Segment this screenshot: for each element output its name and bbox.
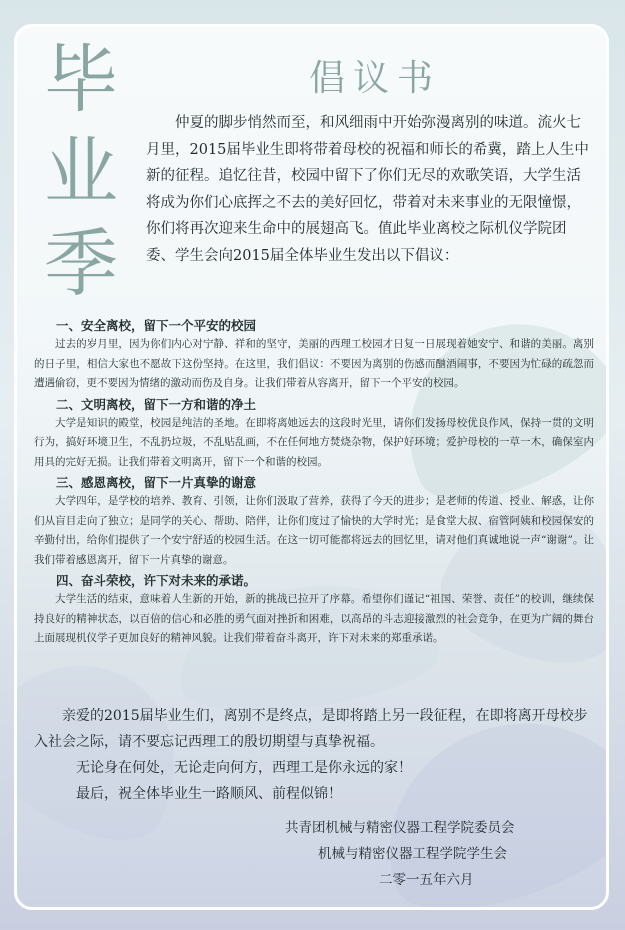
section-civility xyxy=(34,395,594,473)
document-title: 倡议书 xyxy=(308,58,441,99)
closing-remarks xyxy=(34,703,594,807)
closing-line: 最后，祝全体毕业生一路顺风、前程似锦！ xyxy=(76,786,342,802)
section-safety xyxy=(34,316,594,394)
section-gratitude xyxy=(34,473,594,570)
section-body: 大学生活的结束，意味着人生新的开始，新的挑战已拉开了序幕。希望你们谨记“祖国、荣誉、责任”的校训，继续保持良好的精神状态，以百倍的信心和必胜的勇气面对挫折和困难，以高昂的斗志迎接激烈的社会竞争，在更为广阔的舞台上面展现机仪学子更加良好的精神风貌。让我们带着奋斗离开，许下对未来的郑重承诺。 xyxy=(34,593,594,644)
vertical-title-char: 季 xyxy=(44,221,118,307)
vertical-title xyxy=(36,34,126,310)
signature-org: 机械与精密仪器工程学院学生会 xyxy=(318,846,507,862)
section-striving xyxy=(34,571,594,649)
vertical-title-char: 毕 xyxy=(44,37,118,123)
signature-date: 二零一五年六月 xyxy=(379,872,474,888)
section-body: 大学是知识的殿堂，校园是纯洁的圣地。在即将离她远去的这段时光里，请你们发扬母校优良作风，保持一贯的文明行为，搞好环境卫生，不乱扔垃圾，不乱贴乱画，不在任何地方焚烧杂物，保护好环境；爱护母校的一草一木，确保室内用具的完好无损。让我们带着文明离开，留下一个和谐的校园。 xyxy=(34,416,594,468)
signature-org: 共青团机械与精密仪器工程学院委员会 xyxy=(285,820,515,836)
section-body: 大学四年，是学校的培养、教育、引领，让你们汲取了营养，获得了今天的进步；是老师的传道、授业、解惑，让你们从盲目走向了独立；是同学的关心、帮助、陪伴，让你们度过了愉快的大学时光；是食堂大叔、宿管阿姨和校园保安的辛勤付出，给你们提供了一个安宁舒适的校园生活。在这一切可能都将远去的回忆里，请对他们真诚地说一声“谢谢”。让我们带着感恩离开，留下一片真挚的谢意。 xyxy=(34,495,594,566)
section-title: 二、文明离校，留下一方和谐的净土 xyxy=(56,396,257,412)
intro-paragraph xyxy=(146,110,592,269)
vertical-title-char: 业 xyxy=(44,129,118,215)
closing-line: 亲爱的2015届毕业生们，离别不是终点，是即将踏上另一段征程，在即将离开母校步入社会之际，请不要忘记西理工的殷切期望与真挚祝福。 xyxy=(34,708,588,750)
signature-block xyxy=(280,815,580,893)
section-title: 三、感恩离校，留下一片真挚的谢意 xyxy=(56,475,257,490)
intro-text: 仲夏的脚步悄然而至，和风细雨中开始弥漫离别的味道。流火七月里，2015届毕业生即将带着母校的祝福和师长的希冀，踏上人生中新的征程。追忆往昔，校园中留下了你们无尽的欢歌笑语，大学生活将成为你们心底挥之不去的美好回忆，带着对未来事业的无限憧憬，你们将再次迎来生命中的展翅高飞。值此毕业离校之际机仪学院团委、学生会向2015届全体毕业生发出以下倡议： xyxy=(146,115,589,264)
section-title: 四、奋斗荣校，许下对未来的承诺。 xyxy=(56,573,257,588)
section-title: 一、安全离校，留下一个平安的校园 xyxy=(56,318,257,333)
closing-line: 无论身在何处，无论走向何方，西理工是你永远的家！ xyxy=(76,760,412,776)
proposal-sections xyxy=(34,316,594,650)
section-body: 过去的岁月里，因为你们内心对宁静、祥和的坚守，美丽的西理工校园才日复一日展现着她安宁、和谐的美丽。离别的日子里，相信大家也不愿故下这份坚持。在这里，我们倡议：不要因为离别的伤感而酗酒闹事，不要因为忙碌的疏忽而遭遇偷窃，更不要因为情绪的激动而伤及自身。让我们带着从容离开，留下一个平安的校园。 xyxy=(34,338,594,389)
